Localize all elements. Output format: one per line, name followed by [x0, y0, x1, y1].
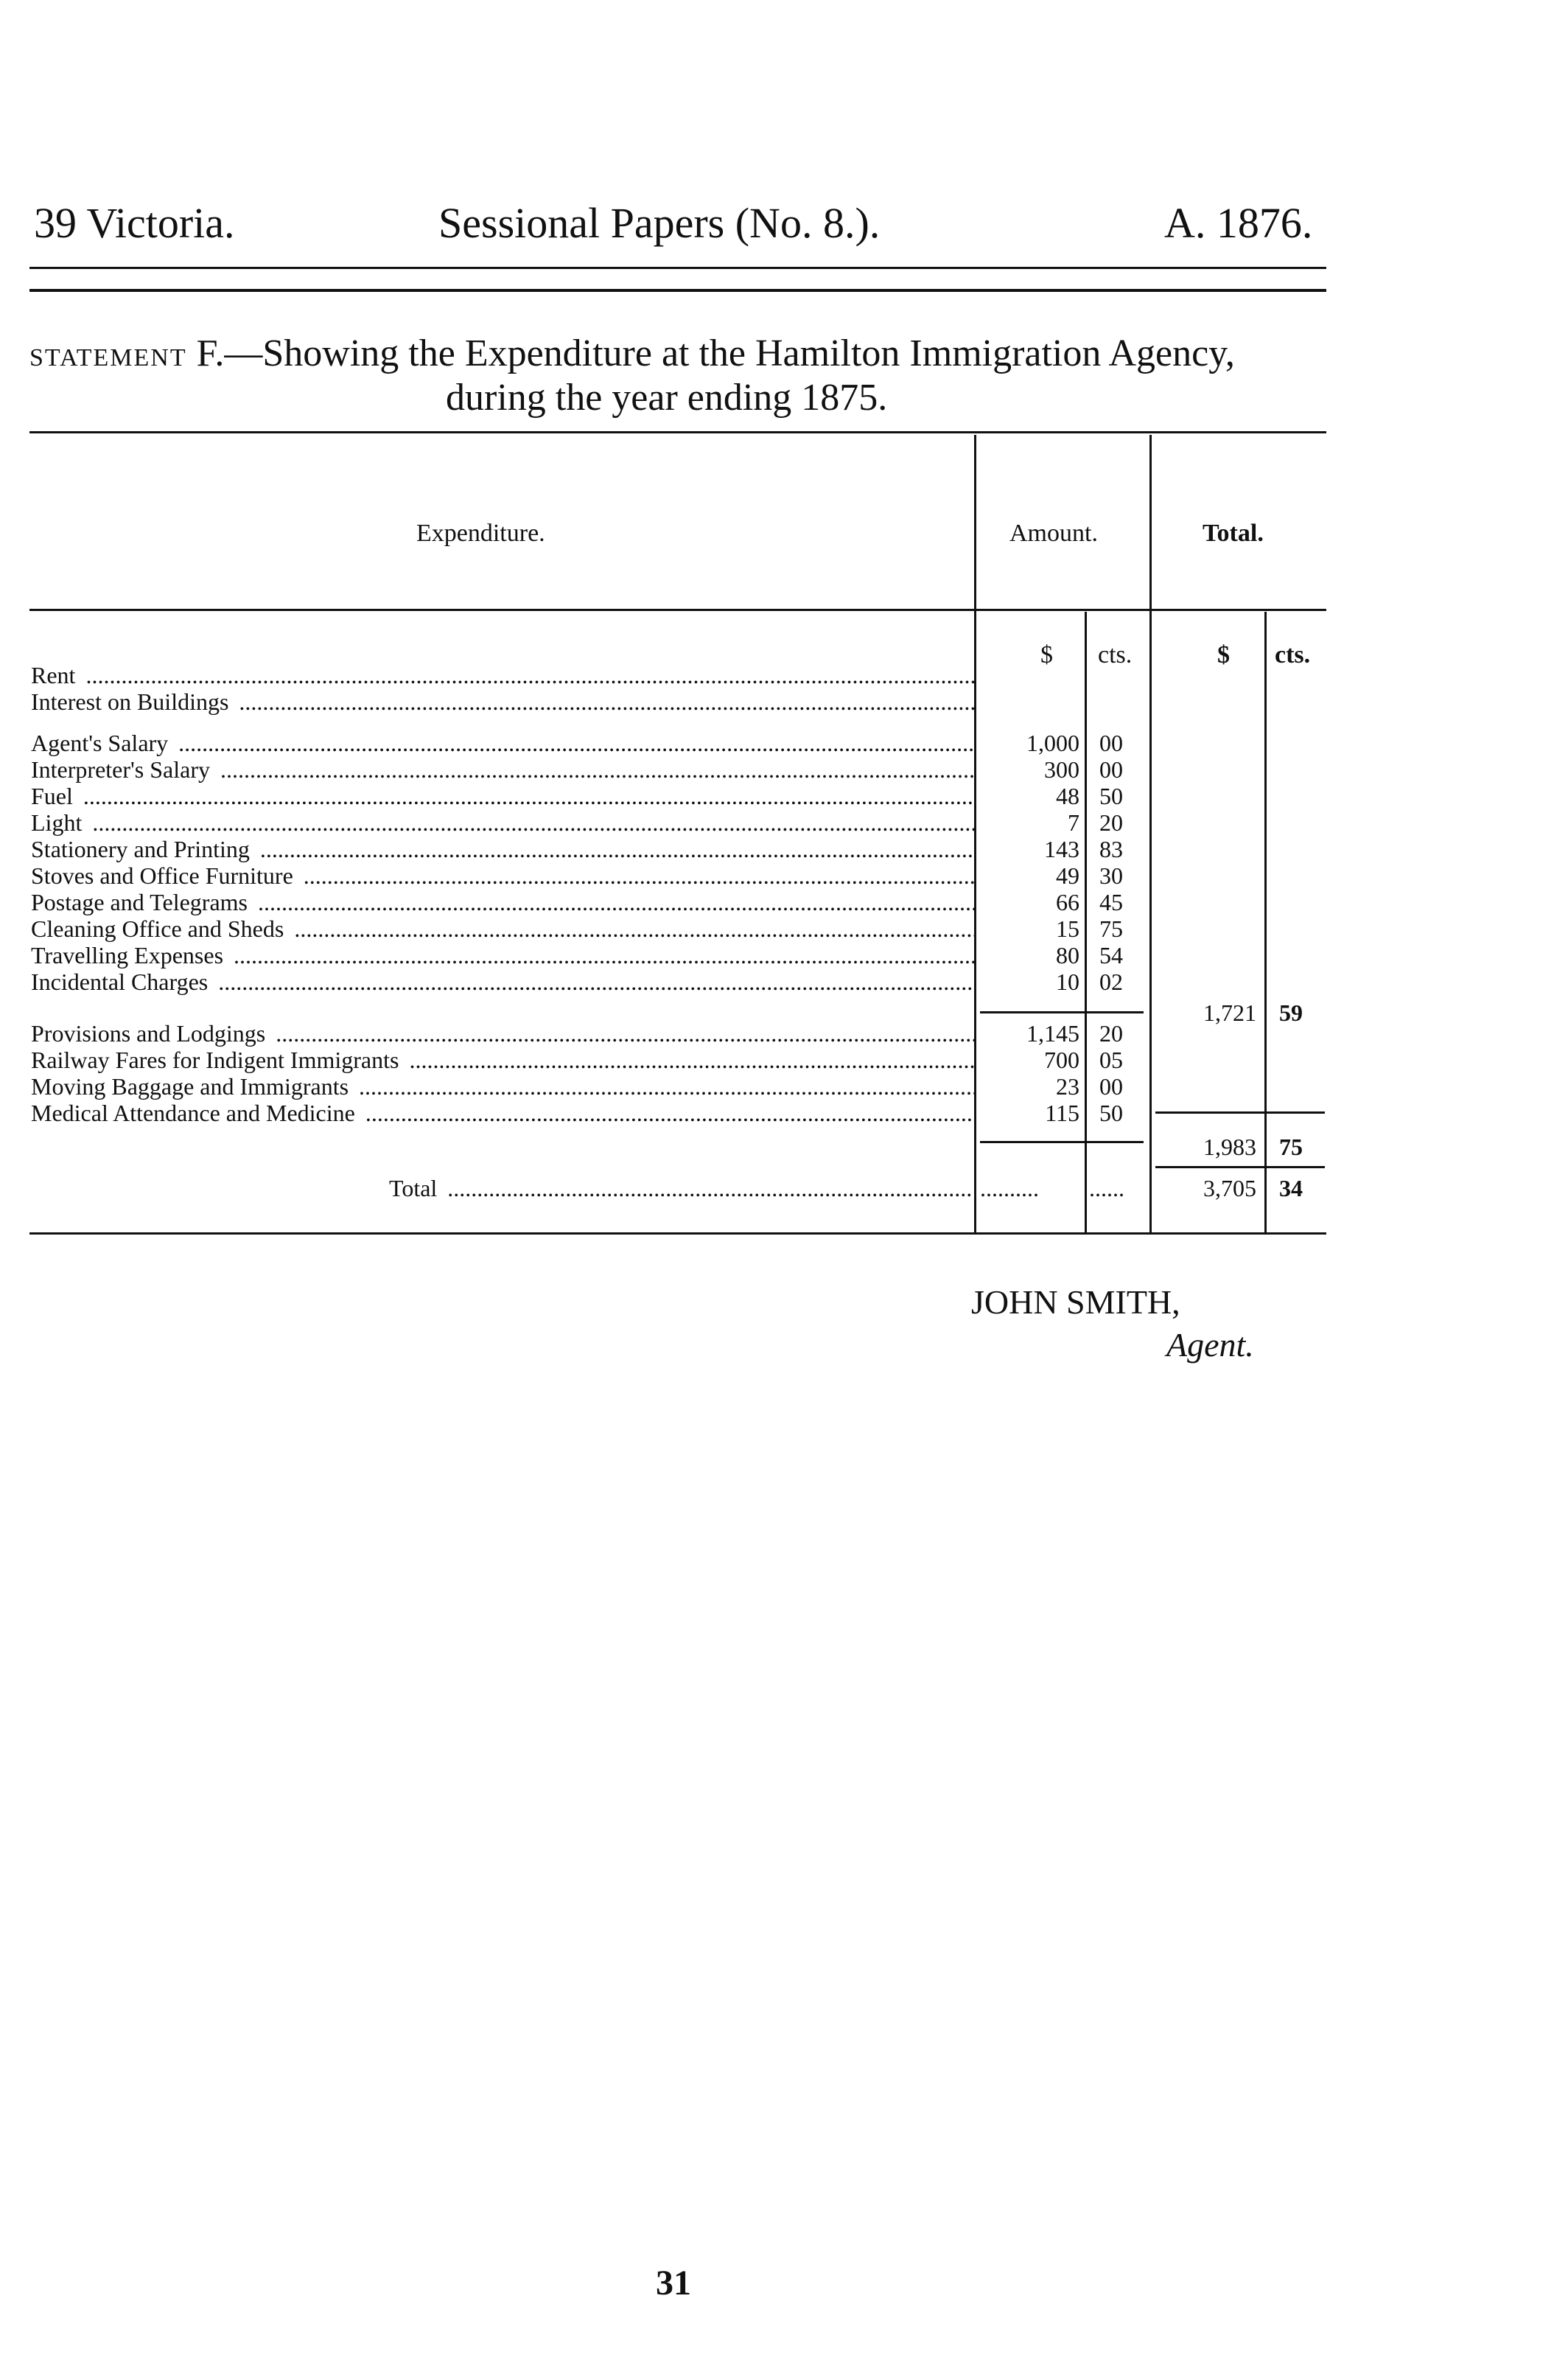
row-cents: 50: [1099, 1100, 1123, 1126]
signature-name: JOHN SMITH,: [971, 1283, 1180, 1321]
row-dollars: 115: [1045, 1100, 1079, 1126]
row-dollars: 1,145: [1026, 1020, 1079, 1047]
row-dollars: 10: [1056, 968, 1079, 995]
row-dollars: 80: [1056, 942, 1079, 968]
row-cents: 02: [1099, 968, 1123, 995]
total-dollars: 3,705: [1203, 1175, 1256, 1201]
row-cents: 00: [1099, 1073, 1123, 1100]
row-cents: 00: [1099, 730, 1123, 756]
total-label: Total: [389, 1175, 441, 1201]
header-rule-top: [29, 267, 1326, 269]
row-dollars: 15: [1056, 915, 1079, 942]
row-cents: 05: [1099, 1047, 1123, 1073]
row-dollars: 48: [1056, 783, 1079, 809]
unit-total-dollar: $: [1217, 641, 1230, 669]
subtotal-1-rule: [980, 1011, 1144, 1013]
row-dollars: 143: [1044, 836, 1079, 862]
row-label: Interpreter's Salary: [31, 756, 214, 783]
unit-dollar: $: [1040, 641, 1053, 669]
row-label: Cleaning Office and Sheds: [31, 915, 288, 942]
table-row: [0, 1073, 1568, 1100]
statement-title-text: F.—Showing the Expenditure at the Hamilton Immigration Agency,: [196, 332, 1235, 374]
subtotal-1-cents: 59: [1279, 999, 1303, 1026]
table-row: [0, 1020, 1568, 1047]
table-row: [0, 968, 1568, 995]
total-cents-dots: ......: [1089, 1175, 1124, 1201]
header-left: 39 Victoria.: [34, 199, 235, 247]
table-row: [0, 889, 1568, 915]
row-label: Postage and Telegrams: [31, 889, 252, 915]
column-header-rule: [29, 609, 1326, 611]
page-number: 31: [656, 2263, 691, 2303]
row-dollars: 66: [1056, 889, 1079, 915]
row-cents: 75: [1099, 915, 1123, 942]
total-rule-top: [1155, 1166, 1325, 1168]
header-right: A. 1876.: [1164, 199, 1313, 247]
row-label: Fuel: [31, 783, 77, 809]
row-label: Stationery and Printing: [31, 836, 254, 862]
subtotal-2-dollars: 1,983: [1203, 1134, 1256, 1160]
table-row: [0, 942, 1568, 968]
table-row: [0, 730, 1568, 756]
subtotal-1-dollars: 1,721: [1203, 999, 1256, 1026]
total-amount-dots: ..........: [980, 1175, 1039, 1201]
table-row: [0, 783, 1568, 809]
row-label: Incidental Charges: [31, 968, 212, 995]
row-dollars: 7: [1068, 809, 1079, 836]
row-label: Travelling Expenses: [31, 942, 228, 968]
row-dollars: 700: [1044, 1047, 1079, 1073]
table-row: [0, 688, 1568, 715]
signature-title: Agent.: [1166, 1326, 1254, 1364]
row-label: Stoves and Office Furniture: [31, 862, 298, 889]
table-row: [0, 756, 1568, 783]
row-cents: 50: [1099, 783, 1123, 809]
title-rule: [29, 431, 1326, 433]
table-row: [0, 915, 1568, 942]
row-cents: 54: [1099, 942, 1123, 968]
row-dollars: 23: [1056, 1073, 1079, 1100]
row-cents: 20: [1099, 809, 1123, 836]
subtotal-2-total-rule: [1155, 1111, 1325, 1114]
unit-cents: cts.: [1098, 641, 1133, 669]
column-header-amount: Amount.: [1009, 520, 1098, 547]
table-row: [0, 836, 1568, 862]
row-cents: 83: [1099, 836, 1123, 862]
row-label: Interest on Buildings: [31, 688, 233, 715]
row-label: Medical Attendance and Medicine: [31, 1100, 360, 1126]
row-label: Light: [31, 809, 86, 836]
table-row: [0, 809, 1568, 836]
table-row: [0, 662, 1568, 688]
row-dollars: 300: [1044, 756, 1079, 783]
table-bottom-rule: [29, 1232, 1326, 1235]
table-row: [0, 1047, 1568, 1073]
unit-total-cents: cts.: [1275, 641, 1311, 669]
statement-subtitle: during the year ending 1875.: [446, 377, 888, 419]
total-row: [0, 1175, 1568, 1201]
header-center: Sessional Papers (No. 8.).: [438, 199, 881, 247]
row-dollars: 1,000: [1026, 730, 1079, 756]
header-rule-bottom: [29, 289, 1326, 292]
row-dollars: 49: [1056, 862, 1079, 889]
column-header-expenditure: Expenditure.: [416, 520, 545, 547]
subtotal-2-rule: [980, 1141, 1144, 1143]
column-header-total: Total.: [1203, 520, 1264, 547]
row-cents: 45: [1099, 889, 1123, 915]
row-label: Rent: [31, 662, 80, 688]
row-label: Provisions and Lodgings: [31, 1020, 270, 1047]
row-cents: 20: [1099, 1020, 1123, 1047]
table-row: [0, 862, 1568, 889]
subtotal-2-cents: 75: [1279, 1134, 1303, 1160]
statement-title: [29, 330, 1341, 382]
total-cents: 34: [1279, 1175, 1303, 1201]
row-label: Agent's Salary: [31, 730, 172, 756]
table-row: [0, 1100, 1568, 1126]
row-label: Railway Fares for Indigent Immigrants: [31, 1047, 403, 1073]
statement-label: STATEMENT: [29, 344, 187, 371]
row-label: Moving Baggage and Immigrants: [31, 1073, 353, 1100]
row-cents: 00: [1099, 756, 1123, 783]
row-cents: 30: [1099, 862, 1123, 889]
